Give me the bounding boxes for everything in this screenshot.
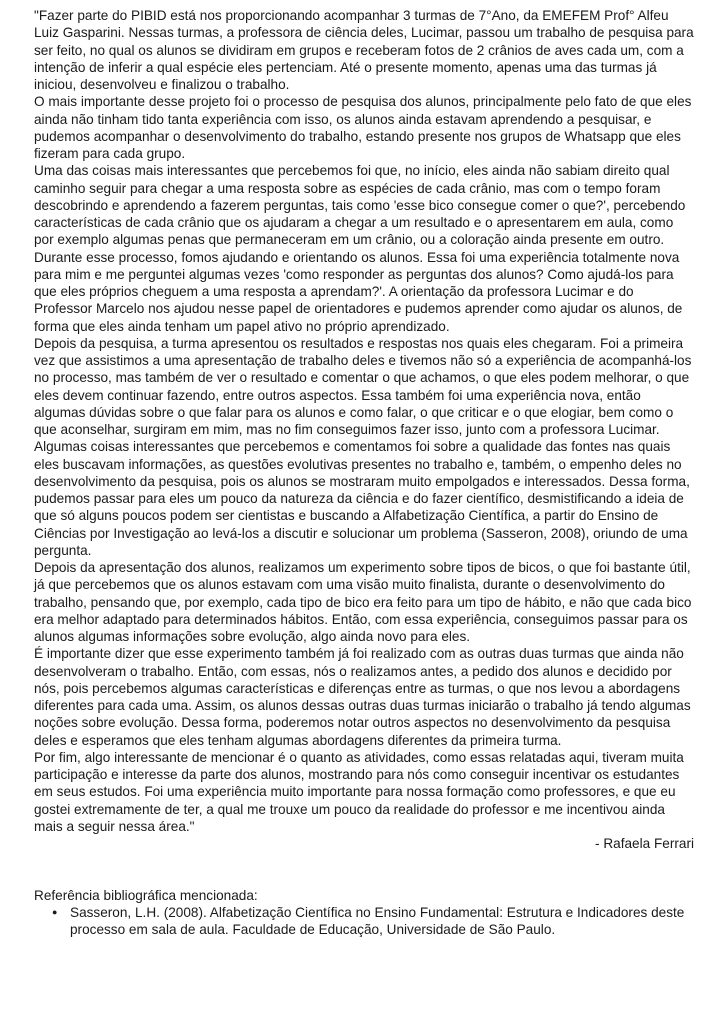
references-list bbox=[34, 904, 694, 939]
reference-text: Sasseron, L.H. (2008). Alfabetização Científica no Ensino Fundamental: Estrutura e Indicadores deste processo em sala de aula. Faculdade de Educação, Universidade de São Paulo. bbox=[70, 905, 685, 938]
signature: - Rafaela Ferrari bbox=[595, 836, 694, 851]
paragraph-3: Uma das coisas mais interessantes que percebemos foi que, no início, eles ainda não sabiam direito qual caminho seguir para chegar a uma resposta sobre as espécies de cada crânio, mas com o tempo foram descobrindo e aprendendo a fazerem perguntas, tais como 'esse bico consegue comer o que?', percebendo características de cada crânio que os ajudaram a chegar a um resultado e o apresentarem em aula, como por exemplo algumas penas que permaneceram em um crânio, ou a coloração ainda presente em outro. bbox=[34, 163, 686, 248]
paragraph-1: "Fazer parte do PIBID está nos proporcionando acompanhar 3 turmas de 7°Ano, da EMEFEM Prof° Alfeu Luiz Gasparini. Nessas turmas, a professora de ciência deles, Lucimar, passou um trabalho de pesquisa para ser feito, no qual os alunos se dividiram em grupos e receberam fotos de 2 crânios de aves cada um, com a intenção de inferir a qual espécie eles pertenciam. Até o presente momento, apenas uma das turmas já iniciou, desenvolveu e finalizou o trabalho. bbox=[34, 8, 694, 92]
paragraph-9: Por fim, algo interessante de mencionar é o quanto as atividades, como essas relatadas aqui, tiveram muita participação e interesse da parte dos alunos, mostrando para nós como conseguir incentivar os estudantes em seus estudos. Foi uma experiência muito importante para nossa formação como professores, e que eu gostei extremamente de ter, a qual me trouxe um pouco da realidade do professor e me incentivou ainda mais a seguir nessa área." bbox=[34, 749, 684, 834]
paragraph-8: É importante dizer que esse experimento também já foi realizado com as outras duas turmas que ainda não desenvolveram o trabalho. Então, com essas, nós o realizamos antes, a pedido dos alunos e decidido por nós, pois percebemos algumas características e diferenças entre as turmas, o que nos levou a abordagens diferentes para cada uma. Assim, os alunos dessas outras duas turmas iniciarão o trabalho já tendo algumas noções sobre evolução. Dessa forma, poderemos notar outros aspectos no desenvolvimento da pesquisa deles e esperamos que eles tenham algumas abordagens diferentes da primeira turma. bbox=[34, 646, 691, 748]
paragraph-4: Durante esse processo, fomos ajudando e orientando os alunos. Essa foi uma experiência totalmente nova para mim e me perguntei algumas vezes 'como responder as perguntas dos alunos? Como ajudá-los para que eles próprios cheguem a uma resposta a aprendam?'. A orientação da professora Lucimar e do Professor Marcelo nos ajudou nesse papel de orientadores e pudemos aprender como ajudar os alunos, de forma que eles ainda tenham um papel ativo no próprio aprendizado. bbox=[34, 249, 683, 334]
paragraph-5: Depois da pesquisa, a turma apresentou os resultados e respostas nos quais eles chegaram. Foi a primeira vez que assistimos a uma apresentação de trabalho deles e tivemos não só a experiência de acompanhá-los no processo, mas também de ver o resultado e comentar o que achamos, o que eles podem melhorar, o que eles devem continuar fazendo, entre outros aspectos. Essa também foi uma experiência nova, então algumas dúvidas sobre o que falar para os alunos e como falar, o que criticar e o que elogiar, bem como o que aconselhar, surgiram em mim, mas no fim conseguimos fazer isso, junto com a professora Lucimar. bbox=[34, 335, 692, 437]
bullet-icon: ● bbox=[52, 907, 58, 917]
paragraph-2: O mais importante desse projeto foi o processo de pesquisa dos alunos, principalmente pelo fato de que eles ainda não tinham tido tanta experiência com isso, os alunos ainda estavam aprendendo a pesquisar, e pudemos acompanhar o desenvolvimento do trabalho, estando presente nos grupos de Whatsapp que eles fizeram para cada grupo. bbox=[34, 94, 692, 161]
document-body bbox=[34, 7, 694, 939]
references-heading: Referência bibliográfica mencionada: bbox=[34, 887, 258, 903]
reference-item bbox=[34, 904, 694, 939]
paragraph-7: Depois da apresentação dos alunos, realizamos um experimento sobre tipos de bicos, o que foi bastante útil, já que percebemos que os alunos estavam com uma visão muito finalista, durante o desenvolvimento do trabalho, pensando que, por exemplo, cada tipo de bico era feito para um tipo de hábito, e não que cada bico era melhor adaptado para determinados hábitos. Então, com essa experiência, conseguimos passar para os alunos algumas informações sobre evolução, algo ainda novo para eles. bbox=[34, 560, 692, 644]
spacer bbox=[34, 870, 694, 887]
spacer bbox=[34, 852, 694, 869]
paragraph-6: Algumas coisas interessantes que percebemos e comentamos foi sobre a qualidade das fontes nas quais eles buscavam informações, as questões evolutivas presentes no trabalho e, também, o empenho deles no desenvolvimento da pesquisa, pois os alunos se mostraram muito empolgados e interessados. Dessa forma, pudemos passar para eles um pouco da natureza da ciência e do fazer científico, desmistificando a ideia de que só alguns poucos podem ser cientistas e buscando a Alfabetização Científica, a partir do Ensino de Ciências por Investigação ao levá-los a discutir e solucionar um problema (Sasseron, 2008), oriundo de uma pergunta. bbox=[34, 439, 690, 558]
